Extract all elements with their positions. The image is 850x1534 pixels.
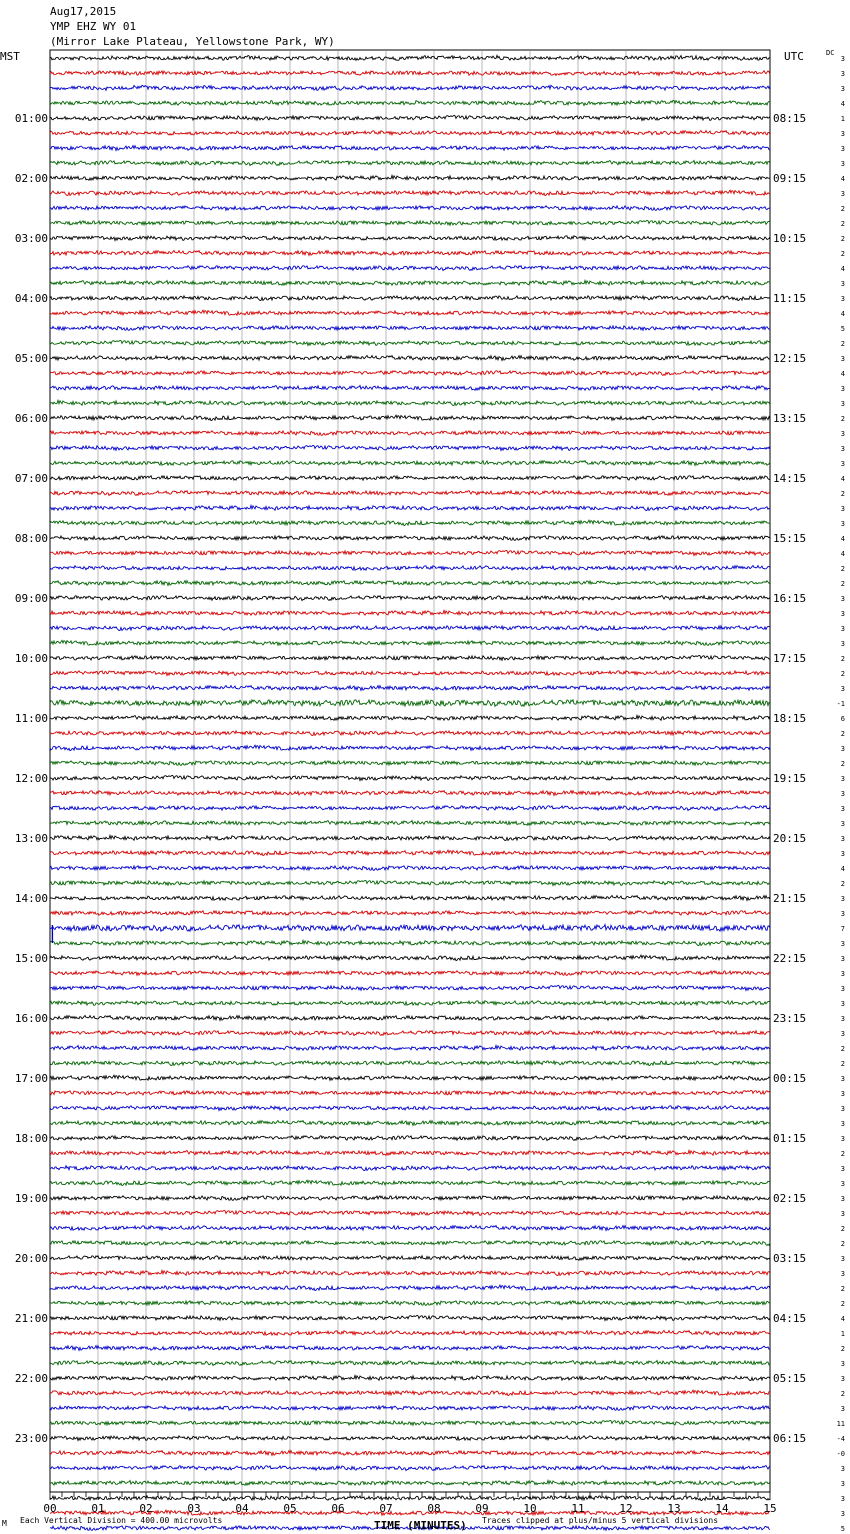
seismic-trace bbox=[50, 640, 770, 645]
dc-offset-value: 6 bbox=[840, 715, 845, 723]
seismic-trace bbox=[50, 761, 770, 766]
seismic-trace bbox=[50, 491, 770, 496]
dc-offset-value: 3 bbox=[840, 445, 845, 453]
x-tick-label: 11 bbox=[571, 1502, 585, 1515]
utc-hour-label: 23:15 bbox=[773, 1012, 807, 1025]
mst-hour-label: 23:00 bbox=[14, 1432, 48, 1445]
seismic-trace bbox=[50, 266, 770, 271]
seismic-trace bbox=[50, 1331, 770, 1336]
seismic-trace bbox=[50, 1510, 770, 1515]
seismic-trace bbox=[50, 340, 770, 345]
dc-offset-value: 3 bbox=[840, 970, 845, 978]
dc-offset-value: 3 bbox=[840, 1195, 845, 1203]
seismic-trace bbox=[50, 1315, 770, 1320]
dc-offset-value: 3 bbox=[840, 775, 845, 783]
mst-hour-label: 10:00 bbox=[14, 652, 48, 665]
dc-offset-value: 3 bbox=[840, 595, 845, 603]
utc-hour-label: 20:15 bbox=[773, 832, 807, 845]
dc-offset-value: 3 bbox=[840, 430, 845, 438]
utc-hour-label: 21:15 bbox=[773, 892, 807, 905]
mst-hour-label: 19:00 bbox=[14, 1192, 48, 1205]
dc-offset-value: 5 bbox=[840, 1525, 845, 1533]
seismic-trace bbox=[50, 1301, 770, 1306]
dc-offset-value: 3 bbox=[840, 145, 845, 153]
dc-offset-value: 1 bbox=[840, 1330, 845, 1338]
seismic-trace bbox=[50, 310, 770, 315]
seismic-trace bbox=[50, 536, 770, 541]
dc-offset-value: 2 bbox=[840, 760, 845, 768]
dc-offset-value: 3 bbox=[840, 55, 845, 63]
mst-hour-label: 14:00 bbox=[14, 892, 48, 905]
station-location: (Mirror Lake Plateau, Yellowstone Park, WY) bbox=[50, 35, 335, 48]
dc-offset-value: 3 bbox=[840, 1465, 845, 1473]
utc-hour-label: 11:15 bbox=[773, 292, 807, 305]
seismic-trace bbox=[50, 806, 770, 811]
mst-hour-label: 20:00 bbox=[14, 1252, 48, 1265]
seismic-trace bbox=[50, 296, 770, 301]
dc-offset-value: 11 bbox=[836, 1420, 845, 1428]
seismic-trace bbox=[50, 415, 770, 420]
dc-offset-value: 3 bbox=[840, 1120, 845, 1128]
mst-hour-label: 22:00 bbox=[14, 1372, 48, 1385]
dc-offset-value: 1 bbox=[840, 115, 845, 123]
mst-hour-label: 12:00 bbox=[14, 772, 48, 785]
dc-offset-value: 3 bbox=[840, 1030, 845, 1038]
mst-hour-label: 16:00 bbox=[14, 1012, 48, 1025]
dc-offset-value: 3 bbox=[840, 520, 845, 528]
dc-offset-value: 3 bbox=[840, 805, 845, 813]
seismic-trace bbox=[50, 146, 770, 151]
seismic-trace bbox=[50, 1090, 770, 1095]
x-tick-label: 10 bbox=[523, 1502, 537, 1515]
seismic-trace bbox=[50, 1420, 770, 1425]
left-timezone-label: MST bbox=[0, 50, 20, 63]
dc-offset-value: 2 bbox=[840, 655, 845, 663]
seismic-trace bbox=[50, 190, 770, 195]
vertical-scale-note: Each Vertical Division = 400.00 microvolts bbox=[20, 1516, 223, 1525]
utc-hour-label: 14:15 bbox=[773, 472, 807, 485]
dc-offset-value: 3 bbox=[840, 610, 845, 618]
seismic-trace bbox=[50, 955, 770, 960]
dc-offset-value: 3 bbox=[840, 1360, 845, 1368]
mst-hour-label: 13:00 bbox=[14, 832, 48, 845]
dc-offset-value: 3 bbox=[840, 1135, 845, 1143]
dc-offset-value: 2 bbox=[840, 1390, 845, 1398]
seismic-trace bbox=[50, 1210, 770, 1215]
seismic-trace bbox=[50, 700, 770, 707]
dc-offset-value: 3 bbox=[840, 385, 845, 393]
seismic-trace bbox=[50, 655, 770, 660]
seismic-trace bbox=[50, 400, 770, 405]
seismic-trace bbox=[50, 1285, 770, 1290]
seismic-trace bbox=[50, 386, 770, 391]
dc-offset-value: 3 bbox=[840, 85, 845, 93]
dc-offset-value: 3 bbox=[840, 1105, 845, 1113]
seismic-trace bbox=[50, 1150, 770, 1155]
utc-hour-label: 22:15 bbox=[773, 952, 807, 965]
seismic-trace bbox=[50, 610, 770, 615]
mst-hour-label: 02:00 bbox=[14, 172, 48, 185]
dc-offset-value: 4 bbox=[840, 265, 845, 273]
dc-offset-value: 2 bbox=[840, 880, 845, 888]
seismic-trace bbox=[50, 175, 770, 180]
dc-offset-value: 3 bbox=[840, 955, 845, 963]
seismic-trace bbox=[50, 1241, 770, 1246]
seismic-trace bbox=[50, 1075, 770, 1080]
seismic-trace bbox=[50, 1180, 770, 1185]
dc-offset-value: 2 bbox=[840, 565, 845, 573]
x-tick-label: 00 bbox=[43, 1502, 57, 1515]
seismic-trace bbox=[50, 85, 770, 90]
seismic-trace bbox=[50, 835, 770, 840]
dc-offset-value: 2 bbox=[840, 220, 845, 228]
dc-offset-value: 3 bbox=[840, 835, 845, 843]
utc-hour-label: 02:15 bbox=[773, 1192, 807, 1205]
x-tick-label: 14 bbox=[715, 1502, 729, 1515]
mst-hour-label: 18:00 bbox=[14, 1132, 48, 1145]
mst-hour-label: 17:00 bbox=[14, 1072, 48, 1085]
dc-offset-value: 2 bbox=[840, 1345, 845, 1353]
seismic-trace bbox=[50, 1166, 770, 1171]
plot-date: Aug17,2015 bbox=[50, 5, 117, 18]
dc-offset-value: 4 bbox=[840, 370, 845, 378]
mst-hour-label: 08:00 bbox=[14, 532, 48, 545]
seismic-trace bbox=[50, 566, 770, 571]
dc-offset-value: 3 bbox=[840, 1000, 845, 1008]
station-code: YMP EHZ WY 01 bbox=[50, 20, 137, 33]
dc-offset-value: 3 bbox=[840, 160, 845, 168]
seismic-trace bbox=[50, 896, 770, 901]
dc-offset-value: 2 bbox=[840, 340, 845, 348]
dc-offset-value: -1 bbox=[836, 700, 845, 708]
dc-offset-value: 4 bbox=[840, 310, 845, 318]
utc-hour-label: 17:15 bbox=[773, 652, 807, 665]
seismic-trace bbox=[50, 1045, 770, 1050]
dc-offset-value: 3 bbox=[840, 1405, 845, 1413]
seismic-trace bbox=[50, 821, 770, 826]
utc-hour-label: 10:15 bbox=[773, 232, 807, 245]
dc-offset-value: 3 bbox=[840, 1165, 845, 1173]
x-tick-label: 03 bbox=[187, 1502, 201, 1515]
dc-offset-value: 2 bbox=[840, 490, 845, 498]
dc-offset-value: 7 bbox=[840, 925, 845, 933]
x-tick-label: 09 bbox=[475, 1502, 489, 1515]
utc-hour-label: 09:15 bbox=[773, 172, 807, 185]
dc-offset-header: DC bbox=[826, 49, 835, 57]
dc-offset-value: 5 bbox=[840, 325, 845, 333]
seismic-trace bbox=[50, 715, 770, 720]
dc-offset-value: 3 bbox=[840, 1090, 845, 1098]
seismic-trace bbox=[50, 1346, 770, 1351]
utc-hour-label: 03:15 bbox=[773, 1252, 807, 1265]
mst-hour-label: 09:00 bbox=[14, 592, 48, 605]
utc-hour-label: 01:15 bbox=[773, 1132, 807, 1145]
dc-offset-value: 4 bbox=[840, 175, 845, 183]
dc-offset-value: 3 bbox=[840, 685, 845, 693]
utc-hour-label: 13:15 bbox=[773, 412, 807, 425]
dc-offset-value: 3 bbox=[840, 940, 845, 948]
dc-offset-value: 3 bbox=[840, 1180, 845, 1188]
dc-offset-value: 2 bbox=[840, 205, 845, 213]
seismic-trace bbox=[50, 1390, 770, 1395]
seismic-trace bbox=[50, 71, 770, 76]
seismic-trace bbox=[50, 1436, 770, 1441]
seismic-trace bbox=[50, 911, 770, 916]
dc-offset-value: 3 bbox=[840, 505, 845, 513]
dc-offset-value: 3 bbox=[840, 1210, 845, 1218]
dc-offset-value: 3 bbox=[840, 400, 845, 408]
dc-offset-value: 3 bbox=[840, 280, 845, 288]
seismic-trace bbox=[50, 461, 770, 466]
x-tick-label: 04 bbox=[235, 1502, 249, 1515]
scale-prefix: M bbox=[2, 1519, 7, 1528]
dc-offset-value: 3 bbox=[840, 1375, 845, 1383]
seismic-trace bbox=[50, 1001, 770, 1006]
utc-hour-label: 00:15 bbox=[773, 1072, 807, 1085]
dc-offset-value: 3 bbox=[840, 910, 845, 918]
seismic-trace bbox=[50, 596, 770, 601]
dc-offset-value: 3 bbox=[840, 1495, 845, 1503]
seismic-trace bbox=[50, 971, 770, 976]
seismic-trace bbox=[50, 161, 770, 166]
seismic-trace bbox=[50, 1270, 770, 1275]
mst-hour-label: 01:00 bbox=[14, 112, 48, 125]
x-tick-label: 05 bbox=[283, 1502, 297, 1515]
x-axis-label: TIME (MINUTES) bbox=[374, 1519, 467, 1532]
seismic-trace bbox=[50, 1031, 770, 1036]
dc-offset-value: 4 bbox=[840, 100, 845, 108]
seismic-trace bbox=[50, 280, 770, 285]
seismic-trace bbox=[50, 880, 770, 885]
mst-hour-label: 07:00 bbox=[14, 472, 48, 485]
dc-offset-value: 3 bbox=[840, 1255, 845, 1263]
dc-offset-value: 2 bbox=[840, 250, 845, 258]
seismic-trace bbox=[50, 206, 770, 211]
dc-offset-value: 3 bbox=[840, 1480, 845, 1488]
mst-hour-label: 04:00 bbox=[14, 292, 48, 305]
dc-offset-value: 3 bbox=[840, 790, 845, 798]
utc-hour-label: 16:15 bbox=[773, 592, 807, 605]
dc-offset-value: 3 bbox=[840, 820, 845, 828]
dc-offset-value: 2 bbox=[840, 1225, 845, 1233]
x-tick-label: 07 bbox=[379, 1502, 393, 1515]
dc-offset-value: 4 bbox=[840, 865, 845, 873]
dc-offset-value: -0 bbox=[836, 1450, 845, 1458]
dc-offset-value: 3 bbox=[840, 640, 845, 648]
seismic-trace bbox=[50, 626, 770, 631]
seismic-trace bbox=[50, 131, 770, 136]
mst-hour-label: 05:00 bbox=[14, 352, 48, 365]
seismic-trace bbox=[50, 866, 770, 871]
x-tick-label: 02 bbox=[139, 1502, 153, 1515]
dc-offset-value: 2 bbox=[840, 580, 845, 588]
seismic-trace bbox=[50, 55, 770, 60]
mst-hour-label: 11:00 bbox=[14, 712, 48, 725]
dc-offset-value: 2 bbox=[840, 730, 845, 738]
seismic-trace bbox=[50, 371, 770, 376]
utc-hour-label: 18:15 bbox=[773, 712, 807, 725]
dc-offset-value: 4 bbox=[840, 550, 845, 558]
dc-offset-value: 3 bbox=[840, 460, 845, 468]
dc-offset-value: 3 bbox=[840, 850, 845, 858]
dc-offset-value: 2 bbox=[840, 1300, 845, 1308]
seismic-trace bbox=[50, 1451, 770, 1456]
dc-offset-value: 3 bbox=[840, 745, 845, 753]
dc-offset-value: 3 bbox=[840, 130, 845, 138]
seismic-trace bbox=[50, 1406, 770, 1411]
utc-hour-label: 06:15 bbox=[773, 1432, 807, 1445]
utc-hour-label: 08:15 bbox=[773, 112, 807, 125]
seismic-trace bbox=[50, 985, 770, 990]
dc-offset-value: 2 bbox=[840, 235, 845, 243]
dc-offset-value: 3 bbox=[840, 70, 845, 78]
mst-hour-label: 15:00 bbox=[14, 952, 48, 965]
seismic-trace bbox=[50, 1361, 770, 1366]
utc-hour-label: 04:15 bbox=[773, 1312, 807, 1325]
dc-offset-value: 3 bbox=[840, 1510, 845, 1518]
utc-hour-label: 05:15 bbox=[773, 1372, 807, 1385]
dc-offset-value: 2 bbox=[840, 415, 845, 423]
seismic-trace bbox=[50, 1196, 770, 1201]
seismic-trace bbox=[50, 775, 770, 780]
seismic-trace bbox=[50, 356, 770, 361]
seismic-trace bbox=[50, 1480, 770, 1485]
seismic-trace bbox=[50, 745, 770, 751]
dc-offset-value: 3 bbox=[840, 1075, 845, 1083]
dc-offset-value: 2 bbox=[840, 1045, 845, 1053]
seismic-trace bbox=[50, 326, 770, 331]
x-tick-label: 06 bbox=[331, 1502, 345, 1515]
clip-note: Traces clipped at plus/minus 5 vertical divisions bbox=[482, 1516, 719, 1525]
seismic-trace bbox=[50, 550, 770, 555]
dc-offset-value: 3 bbox=[840, 355, 845, 363]
seismic-trace bbox=[50, 1061, 770, 1066]
seismic-trace bbox=[50, 850, 770, 855]
dc-offset-value: 2 bbox=[840, 1150, 845, 1158]
dc-offset-value: 3 bbox=[840, 625, 845, 633]
seismic-trace bbox=[50, 671, 770, 676]
dc-offset-value: 3 bbox=[840, 985, 845, 993]
seismic-trace bbox=[50, 581, 770, 586]
dc-offset-value: 2 bbox=[840, 1240, 845, 1248]
x-tick-label: 01 bbox=[91, 1502, 105, 1515]
dc-offset-value: 3 bbox=[840, 295, 845, 303]
dc-offset-value: 4 bbox=[840, 535, 845, 543]
mst-hour-label: 06:00 bbox=[14, 412, 48, 425]
mst-hour-label: 03:00 bbox=[14, 232, 48, 245]
utc-hour-label: 12:15 bbox=[773, 352, 807, 365]
seismic-trace bbox=[50, 476, 770, 481]
dc-offset-value: 4 bbox=[840, 475, 845, 483]
seismic-trace bbox=[50, 1256, 770, 1261]
seismic-trace bbox=[50, 1136, 770, 1141]
seismic-trace bbox=[50, 1466, 770, 1471]
seismic-trace bbox=[50, 1121, 770, 1126]
seismic-trace bbox=[50, 115, 770, 120]
utc-hour-label: 15:15 bbox=[773, 532, 807, 545]
dc-offset-value: 2 bbox=[840, 1285, 845, 1293]
seismic-trace bbox=[50, 236, 770, 241]
seismic-trace bbox=[50, 1106, 770, 1111]
seismic-trace bbox=[50, 100, 770, 105]
seismic-trace bbox=[50, 791, 770, 796]
seismic-trace bbox=[50, 220, 770, 225]
seismic-trace bbox=[50, 520, 770, 525]
dc-offset-value: 2 bbox=[840, 1060, 845, 1068]
x-tick-label: 08 bbox=[427, 1502, 441, 1515]
seismic-trace bbox=[50, 251, 770, 256]
x-tick-label: 13 bbox=[667, 1502, 681, 1515]
dc-offset-value: 3 bbox=[840, 1015, 845, 1023]
seismic-trace bbox=[50, 1016, 770, 1021]
dc-offset-value: 3 bbox=[840, 1270, 845, 1278]
utc-hour-label: 19:15 bbox=[773, 772, 807, 785]
seismic-trace bbox=[50, 731, 770, 736]
dc-offset-value: 2 bbox=[840, 670, 845, 678]
seismic-trace bbox=[50, 1226, 770, 1231]
dc-offset-value: 3 bbox=[840, 190, 845, 198]
seismic-trace bbox=[50, 940, 770, 945]
seismic-trace bbox=[50, 686, 770, 691]
x-tick-label: 15 bbox=[763, 1502, 777, 1515]
dc-offset-value: 4 bbox=[840, 1315, 845, 1323]
seismic-trace bbox=[50, 445, 770, 450]
mst-hour-label: 21:00 bbox=[14, 1312, 48, 1325]
dc-offset-value: -4 bbox=[836, 1435, 845, 1443]
seismic-trace bbox=[50, 505, 770, 510]
dc-offset-value: 3 bbox=[840, 895, 845, 903]
seismic-trace bbox=[50, 1375, 770, 1380]
x-tick-label: 12 bbox=[619, 1502, 633, 1515]
seismic-trace bbox=[50, 431, 770, 436]
right-timezone-label: UTC bbox=[784, 50, 804, 63]
seismic-trace bbox=[50, 925, 770, 932]
